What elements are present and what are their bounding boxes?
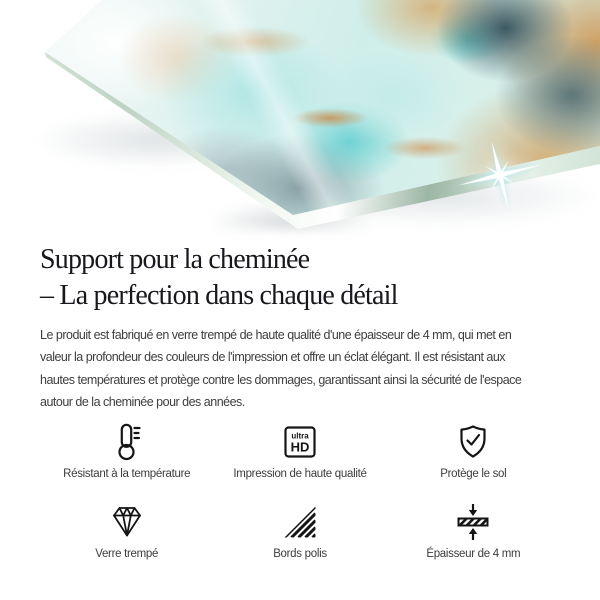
feature-thickness [387, 500, 560, 560]
feature-label: Protège le sol [440, 467, 507, 480]
thickness-icon [453, 500, 493, 542]
feature-polished-edges [213, 500, 386, 560]
product-description [40, 324, 560, 414]
polished-edges-icon [280, 500, 320, 542]
feature-print-quality [213, 420, 386, 480]
title-line-1: Support pour la cheminée [40, 244, 310, 275]
feature-temperature-resistant [40, 420, 213, 480]
description-line: Le produit est fabriqué en verre trempé de haute qualité d'une épaisseur de 4 mm, qui met en [40, 328, 512, 342]
features-grid [40, 420, 560, 560]
ultra-hd-icon [280, 420, 320, 462]
feature-label: Impression de haute qualité [233, 467, 367, 480]
product-description-section [0, 242, 600, 560]
svg-text:HD: HD [290, 439, 310, 455]
feature-floor-protection [387, 420, 560, 480]
feature-tempered-glass [40, 500, 213, 560]
description-line: autour de la cheminée pour des années. [40, 395, 245, 410]
description-line: valeur la profondeur des couleurs de l'impression et offre un éclat élégant. Il est résistant aux [40, 350, 506, 365]
diamond-icon [107, 500, 147, 542]
svg-text:ultra: ultra [291, 431, 309, 441]
product-hero-image [0, 0, 600, 230]
description-line: hautes températures et protège contre les dommages, garantissant ainsi la sécurité de l'espace [40, 372, 522, 387]
title-line-2: – La perfection dans chaque détail [40, 280, 398, 311]
page-title [40, 242, 560, 314]
thermometer-icon [107, 420, 147, 462]
feature-label: Épaisseur de 4 mm [426, 547, 521, 560]
feature-label: Résistant à la température [63, 467, 191, 480]
feature-label: Bords polis [273, 547, 327, 560]
shield-check-icon [453, 420, 493, 462]
feature-label: Verre trempé [95, 547, 159, 560]
